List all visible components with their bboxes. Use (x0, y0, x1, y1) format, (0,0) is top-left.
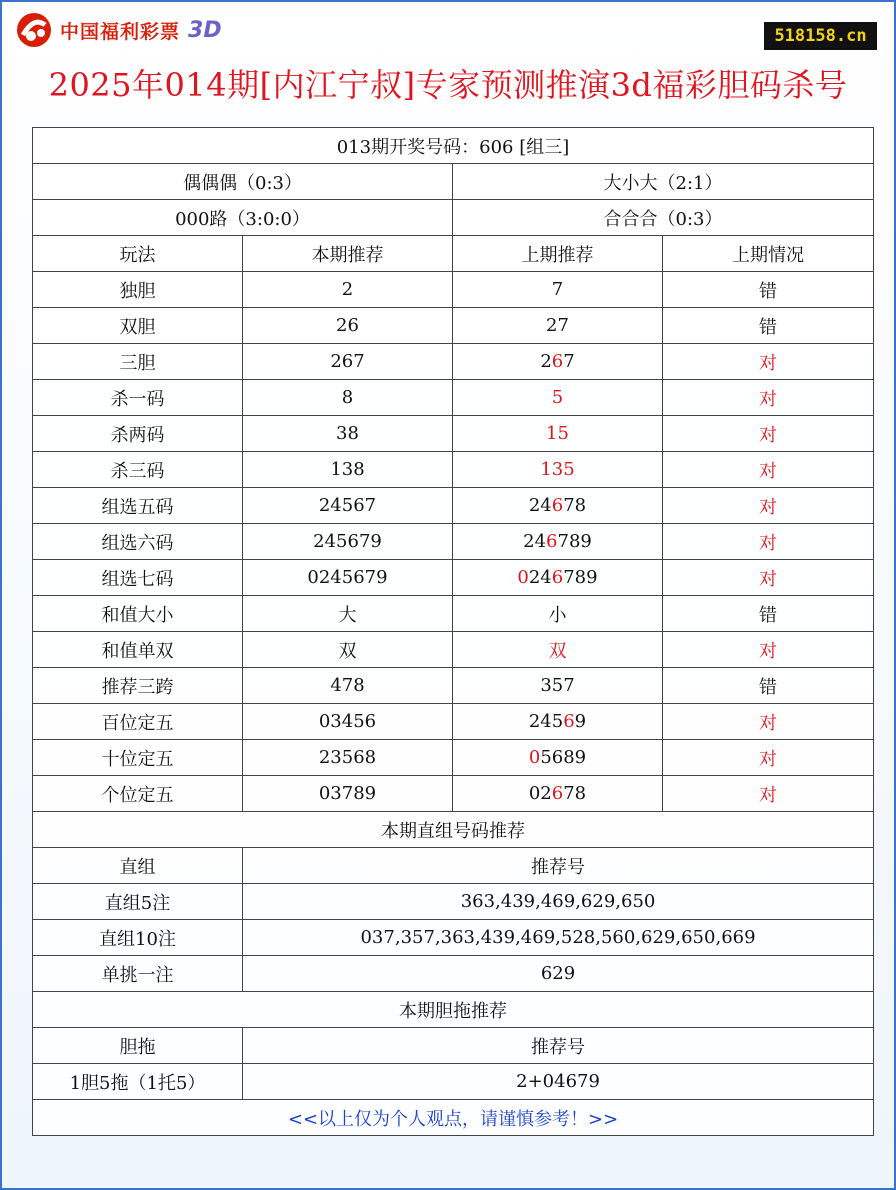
direct-section-row (33, 812, 874, 848)
table-row (33, 668, 874, 704)
previous-pick (453, 524, 663, 560)
previous-pick (453, 308, 663, 344)
method-name: 和值大小 (33, 596, 243, 632)
table-row (33, 380, 874, 416)
direct-section-title: 本期直组号码推荐 (33, 812, 874, 848)
hit-digits: 6 (551, 783, 564, 804)
method-name: 杀两码 (33, 416, 243, 452)
digits: 789 (563, 567, 598, 588)
table-row (33, 452, 874, 488)
prediction-table (32, 127, 874, 1136)
previous-pick (453, 344, 663, 380)
hit-digits: 6 (563, 711, 575, 732)
method-name: 百位定五 (33, 704, 243, 740)
digits: 7 (551, 279, 564, 300)
previous-pick (453, 776, 663, 812)
current-pick: 03456 (243, 704, 453, 740)
digits: 24 (528, 495, 552, 516)
method-name: 杀三码 (33, 452, 243, 488)
hit-digits: 6 (551, 495, 564, 516)
previous-result: 对 (663, 380, 874, 416)
hit-digits: 双 (548, 640, 567, 662)
previous-result: 错 (663, 596, 874, 632)
previous-pick (453, 560, 663, 596)
current-pick: 38 (243, 416, 453, 452)
previous-result: 错 (663, 272, 874, 308)
table-row (33, 416, 874, 452)
previous-pick (453, 704, 663, 740)
dantuo-col1: 胆拖 (33, 1028, 243, 1064)
method-name: 十位定五 (33, 740, 243, 776)
hit-digits: 135 (540, 459, 575, 480)
method-name: 杀一码 (33, 380, 243, 416)
header-current: 本期推荐 (243, 236, 453, 272)
site-badge[interactable]: 518158.cn (764, 22, 877, 50)
table-row (33, 308, 874, 344)
previous-result: 错 (663, 308, 874, 344)
digits: 5689 (540, 747, 587, 768)
previous-result: 对 (663, 776, 874, 812)
current-pick: 24567 (243, 488, 453, 524)
current-pick: 23568 (243, 740, 453, 776)
digits: 27 (546, 315, 569, 336)
previous-result: 对 (663, 740, 874, 776)
previous-pick (453, 596, 663, 632)
previous-pick (453, 740, 663, 776)
digits: 789 (557, 531, 592, 552)
dantuo-row (33, 1064, 874, 1100)
pattern-row-2 (33, 200, 874, 236)
digits: 357 (540, 675, 575, 696)
digits: 2 (540, 351, 552, 372)
dantuo-value: 2+04679 (243, 1064, 874, 1100)
dantuo-header-row (33, 1028, 874, 1064)
method-name: 和值单双 (33, 632, 243, 668)
parity-pattern: 偶偶偶（0:3） (33, 164, 453, 200)
previous-pick (453, 488, 663, 524)
lottery-logo-icon (14, 10, 54, 50)
previous-result: 错 (663, 668, 874, 704)
direct-label: 单挑一注 (33, 956, 243, 992)
current-pick: 267 (243, 344, 453, 380)
table-row (33, 632, 874, 668)
previous-result: 对 (663, 560, 874, 596)
digits: 小 (548, 604, 567, 626)
direct-header-row (33, 848, 874, 884)
direct-label: 直组5注 (33, 884, 243, 920)
dantuo-label: 1胆5拖（1托5） (33, 1064, 243, 1100)
table-header-row (33, 236, 874, 272)
draw-row (33, 128, 874, 164)
prime-pattern: 合合合（0:3） (453, 200, 874, 236)
previous-result: 对 (663, 488, 874, 524)
previous-pick (453, 416, 663, 452)
hit-digits: 15 (546, 423, 569, 444)
previous-result: 对 (663, 416, 874, 452)
logo-text: 中国福利彩票 (60, 20, 181, 43)
current-pick: 245679 (243, 524, 453, 560)
dantuo-col2: 推荐号 (243, 1028, 874, 1064)
method-name: 组选五码 (33, 488, 243, 524)
table-row (33, 524, 874, 560)
previous-result: 对 (663, 344, 874, 380)
page-title: 2025年014期[内江宁叔]专家预测推演3d福彩胆码杀号 (48, 66, 848, 104)
hit-digits: 6 (551, 351, 564, 372)
method-name: 双胆 (33, 308, 243, 344)
direct-value: 629 (243, 956, 874, 992)
current-pick: 大 (243, 596, 453, 632)
direct-row (33, 884, 874, 920)
current-pick: 03789 (243, 776, 453, 812)
digits: 78 (563, 495, 587, 516)
previous-result: 对 (663, 632, 874, 668)
lottery-logo (14, 10, 222, 50)
method-name: 独胆 (33, 272, 243, 308)
hit-digits: 6 (546, 531, 558, 552)
hit-digits: 0 (528, 747, 541, 768)
digits: 24 (528, 567, 552, 588)
previous-result: 对 (663, 524, 874, 560)
digits: 7 (563, 351, 575, 372)
previous-pick (453, 668, 663, 704)
table-row (33, 704, 874, 740)
current-pick: 478 (243, 668, 453, 704)
current-pick: 26 (243, 308, 453, 344)
route-pattern: 000路（3:0:0） (33, 200, 453, 236)
draw-result: 013期开奖号码：606 [组三] (33, 128, 874, 164)
direct-col2: 推荐号 (243, 848, 874, 884)
direct-row (33, 956, 874, 992)
direct-col1: 直组 (33, 848, 243, 884)
previous-result: 对 (663, 704, 874, 740)
table-row (33, 560, 874, 596)
previous-pick (453, 272, 663, 308)
current-pick: 2 (243, 272, 453, 308)
digits: 24 (523, 531, 547, 552)
header-method: 玩法 (33, 236, 243, 272)
previous-result: 对 (663, 452, 874, 488)
current-pick: 138 (243, 452, 453, 488)
direct-value: 363,439,469,629,650 (243, 884, 874, 920)
current-pick: 双 (243, 632, 453, 668)
direct-row (33, 920, 874, 956)
method-name: 个位定五 (33, 776, 243, 812)
table-row (33, 272, 874, 308)
table-row (33, 344, 874, 380)
header-result: 上期情况 (663, 236, 874, 272)
previous-pick (453, 380, 663, 416)
current-pick: 0245679 (243, 560, 453, 596)
digits: 78 (563, 783, 587, 804)
direct-label: 直组10注 (33, 920, 243, 956)
footer-note[interactable]: <<以上仅为个人观点，请谨慎参考！>> (33, 1100, 874, 1136)
digits: 245 (528, 711, 564, 732)
method-name: 组选六码 (33, 524, 243, 560)
table-row (33, 488, 874, 524)
current-pick: 8 (243, 380, 453, 416)
hit-digits: 0 (517, 567, 529, 588)
method-name: 组选七码 (33, 560, 243, 596)
header-previous: 上期推荐 (453, 236, 663, 272)
previous-pick (453, 452, 663, 488)
footer-row (33, 1100, 874, 1136)
digits: 02 (528, 783, 552, 804)
pattern-row-1 (33, 164, 874, 200)
hit-digits: 6 (551, 567, 564, 588)
table-row (33, 596, 874, 632)
direct-value: 037,357,363,439,469,528,560,629,650,669 (243, 920, 874, 956)
size-pattern: 大小大（2:1） (453, 164, 874, 200)
table-row (33, 776, 874, 812)
hit-digits: 5 (551, 387, 564, 408)
digits: 9 (574, 711, 587, 732)
dantuo-section-row (33, 992, 874, 1028)
method-name: 推荐三跨 (33, 668, 243, 704)
table-row (33, 740, 874, 776)
method-name: 三胆 (33, 344, 243, 380)
previous-pick (453, 632, 663, 668)
logo-3d: 3D (188, 17, 222, 43)
dantuo-section-title: 本期胆拖推荐 (33, 992, 874, 1028)
